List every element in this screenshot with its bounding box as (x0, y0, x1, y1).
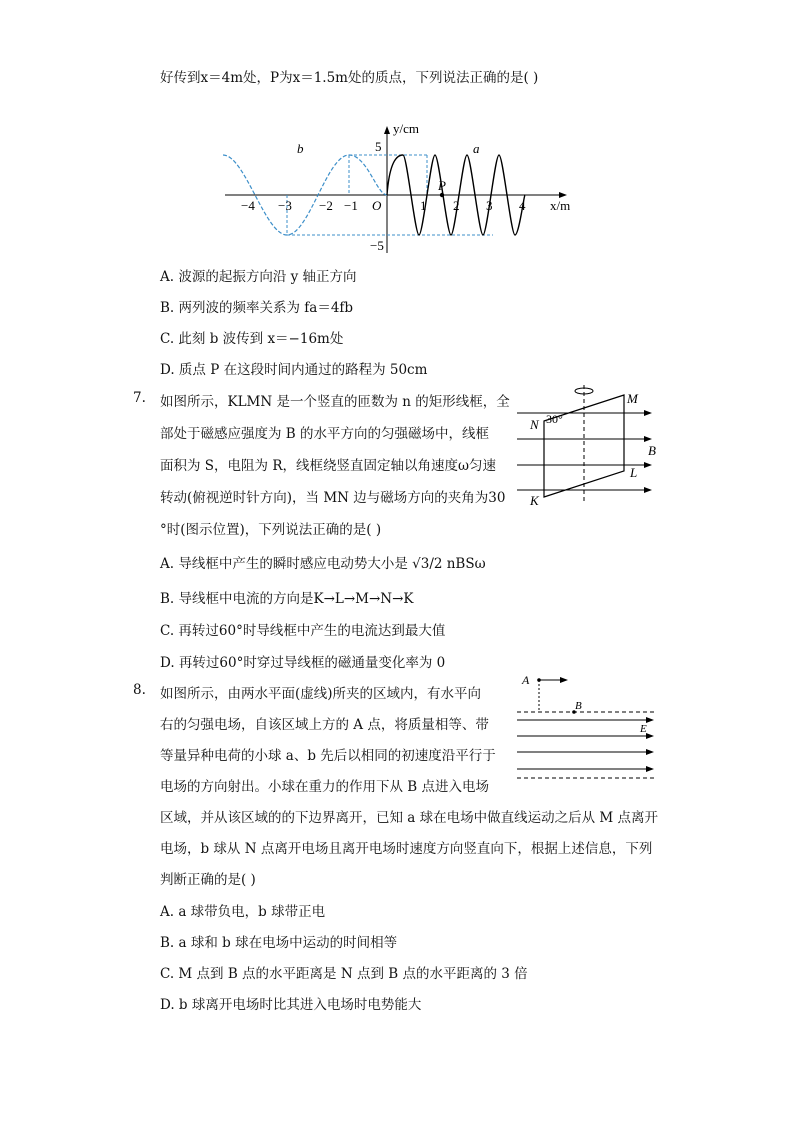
q7-line: °时(图示位置)，下列说法正确的是( ) (160, 522, 382, 538)
q6-option-a: A. 波源的起振方向沿 y 轴正方向 (160, 269, 357, 285)
y-axis-label: y/cm (393, 121, 419, 136)
angle-label: 30° (546, 412, 563, 426)
wave-b-label: b (297, 141, 304, 156)
q7-option-b: B. 导线框中电流的方向是K→L→M→N→K (160, 591, 414, 607)
point-p-marker (440, 193, 444, 197)
q7-option-d: D. 再转过60°时穿过导线框的磁通量变化率为 0 (160, 655, 446, 671)
q8-line: 电场，b 球从 N 点离开电场且离开电场时速度方向竖直向下，根据上述信息，下列 (160, 841, 653, 857)
x-tick: −2 (319, 198, 333, 213)
q8-line: 右的匀强电场，自该区域上方的 A 点，将质量相等、带 (160, 717, 489, 733)
q8-line: 等量异种电荷的小球 a、b 先后以相同的初速度沿平行于 (160, 748, 496, 764)
field-figure (512, 670, 662, 785)
label-m: M (627, 391, 638, 406)
label-e: E (640, 723, 647, 735)
x-tick: 1 (420, 198, 427, 213)
label-b: B (648, 443, 656, 458)
q8-number: 8. (133, 682, 146, 698)
q6-option-b: B. 两列波的频率关系为 fa＝4fb (160, 300, 354, 316)
q8-line: 如图所示，由两水平面(虚线)所夹的区域内，有水平向 (160, 686, 482, 702)
x-tick: −3 (278, 198, 292, 213)
q7-line: 转动(俯视逆时针方向)，当 MN 边与磁场方向的夹角为30 (160, 490, 506, 506)
label-k: K (530, 493, 539, 508)
y-tick-bottom: −5 (370, 238, 384, 253)
x-tick: 2 (453, 198, 460, 213)
label-a: A (522, 673, 530, 687)
wave-a-label: a (473, 141, 480, 156)
x-tick: 4 (519, 198, 526, 213)
coil-frame (544, 395, 624, 497)
q7-option-a: A. 导线框中产生的瞬时感应电动势大小是 √3/2 nBSω (160, 556, 486, 572)
q8-option-b: B. a 球和 b 球在电场中运动的时间相等 (160, 935, 398, 951)
y-tick-top: 5 (375, 139, 382, 154)
point-p-label: P (438, 178, 446, 193)
q6-option-d: D. 质点 P 在这段时间内通过的路程为 50cm (160, 362, 428, 378)
q8-option-c: C. M 点到 B 点的水平距离是 N 点到 B 点的水平距离的 3 倍 (160, 966, 528, 982)
q8-line: 判断正确的是( ) (160, 872, 256, 888)
q7-line: 面积为 S，电阻为 R，线框绕竖直固定轴以角速度ω匀速 (160, 458, 497, 474)
q6-intro: 好传到x＝4m处，P为x＝1.5m处的质点，下列说法正确的是( ) (160, 70, 539, 86)
x-axis-label: x/m (550, 198, 571, 213)
q7-line: 部处于磁感应强度为 B 的水平方向的匀强磁场中，线框 (160, 426, 490, 442)
q8-line: 电场的方向射出。小球在重力的作用下从 B 点进入电场 (160, 779, 490, 795)
q7-option-c: C. 再转过60°时导线框中产生的电流达到最大值 (160, 623, 446, 639)
origin-label: O (372, 198, 382, 213)
label-n: N (530, 417, 539, 432)
x-tick: −4 (241, 198, 255, 213)
q7-number: 7. (133, 390, 146, 406)
wave-graph (215, 118, 585, 258)
label-l: L (630, 465, 638, 480)
q7-line: 如图所示，KLMN 是一个竖直的匝数为 n 的矩形线框，全 (160, 394, 510, 410)
q6-option-c: C. 此刻 b 波传到 x＝−16m处 (160, 331, 344, 347)
y-axis-arrow (384, 126, 390, 134)
q8-option-a: A. a 球带负电，b 球带正电 (160, 904, 326, 920)
label-b: B (575, 700, 582, 712)
coil-figure (512, 383, 662, 511)
q8-line: 区域，并从该区域的的下边界离开，已知 a 球在电场中做直线运动之后从 M 点离开 (160, 810, 659, 826)
q8-option-d: D. b 球离开电场时比其进入电场时电势能大 (160, 997, 422, 1013)
x-tick: 3 (486, 198, 493, 213)
x-tick: −1 (344, 198, 358, 213)
